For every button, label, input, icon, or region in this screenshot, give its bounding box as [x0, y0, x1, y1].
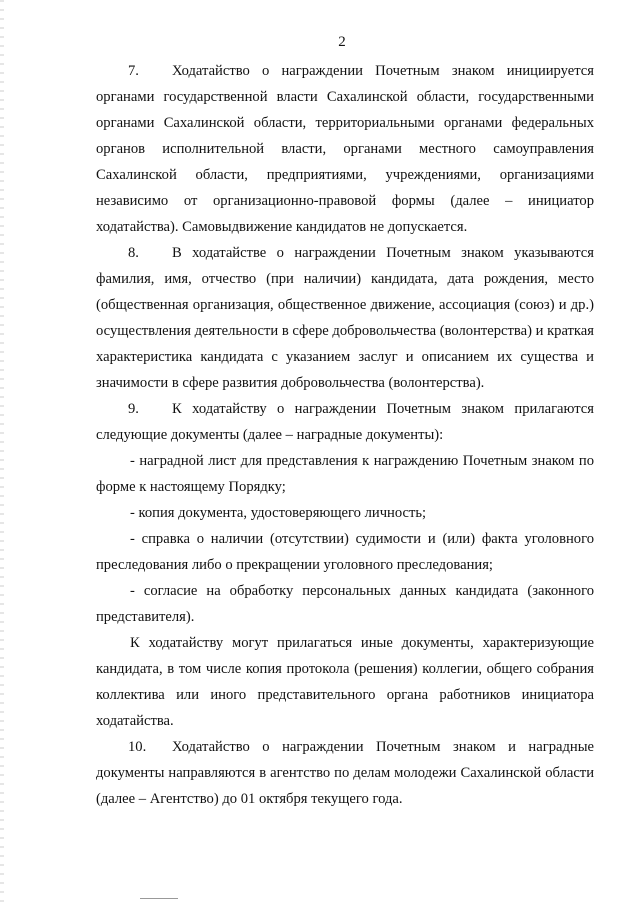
list-item: - наградной лист для представления к награждению Почетным знаком по форме к настоящему Порядку;: [96, 453, 594, 495]
paragraph-8: [96, 240, 594, 396]
page-number: 2: [338, 34, 346, 50]
extra-documents-paragraph: К ходатайству могут прилагаться иные документы, характеризующие кандидата, в том числе копия протокола (решения) коллегии, общего собрания коллектива или иного представительного органа работников инициатора ходатайства.: [96, 635, 594, 729]
paragraph-text: В ходатайстве о награждении Почетным знаком указываются фамилия, имя, отчество (при наличии) кандидата, дата рождения, место (общественная организация, общественное движение, ассоциация (союз) и др.) осуществления деятельности в сфере добровольчества (волонтерства) и краткая характеристика кандидата с указанием заслуг и описанием их существа и значимости в сфере развития добровольчества (волонтерства).: [96, 245, 594, 391]
list-item: - копия документа, удостоверяющего личность;: [130, 505, 427, 521]
paragraph-text: Ходатайство о награждении Почетным знаком и наградные документы направляются в агентство по делам молодежи Сахалинской области (далее – Агентство) до 01 октября текущего года.: [96, 739, 594, 807]
paragraph-text: Ходатайство о награждении Почетным знаком инициируется органами государственной власти Сахалинской области, государственными органами Сахалинской области, территориальными органами федеральных органов исполнительной власти, органами местного самоуправления Сахалинской области, предприятиями, учреждениями, организациями независимо от организационно-правовой формы (далее – инициатор ходатайства). Самовыдвижение кандидатов не допускается.: [96, 63, 594, 235]
paragraph-number: 9.: [128, 401, 139, 417]
paragraph-7: [96, 58, 594, 240]
paragraph-text: К ходатайству о награждении Почетным знаком прилагаются следующие документы (далее – наградные документы):: [96, 401, 594, 443]
paragraph-number: 8.: [128, 245, 139, 261]
paragraph-number: 10.: [128, 739, 147, 755]
paragraph-10: [96, 734, 594, 812]
bottom-scan-mark: [140, 898, 178, 899]
list-item: - справка о наличии (отсутствии) судимости и (или) факта уголовного преследования либо о прекращении уголовного преследования;: [96, 531, 594, 573]
list-item: - согласие на обработку персональных данных кандидата (законного представителя).: [96, 583, 594, 625]
scan-edge-artifact: [0, 0, 4, 904]
paragraph-number: 7.: [128, 63, 139, 79]
document-body: [96, 58, 594, 812]
paragraph-9: [96, 396, 594, 448]
